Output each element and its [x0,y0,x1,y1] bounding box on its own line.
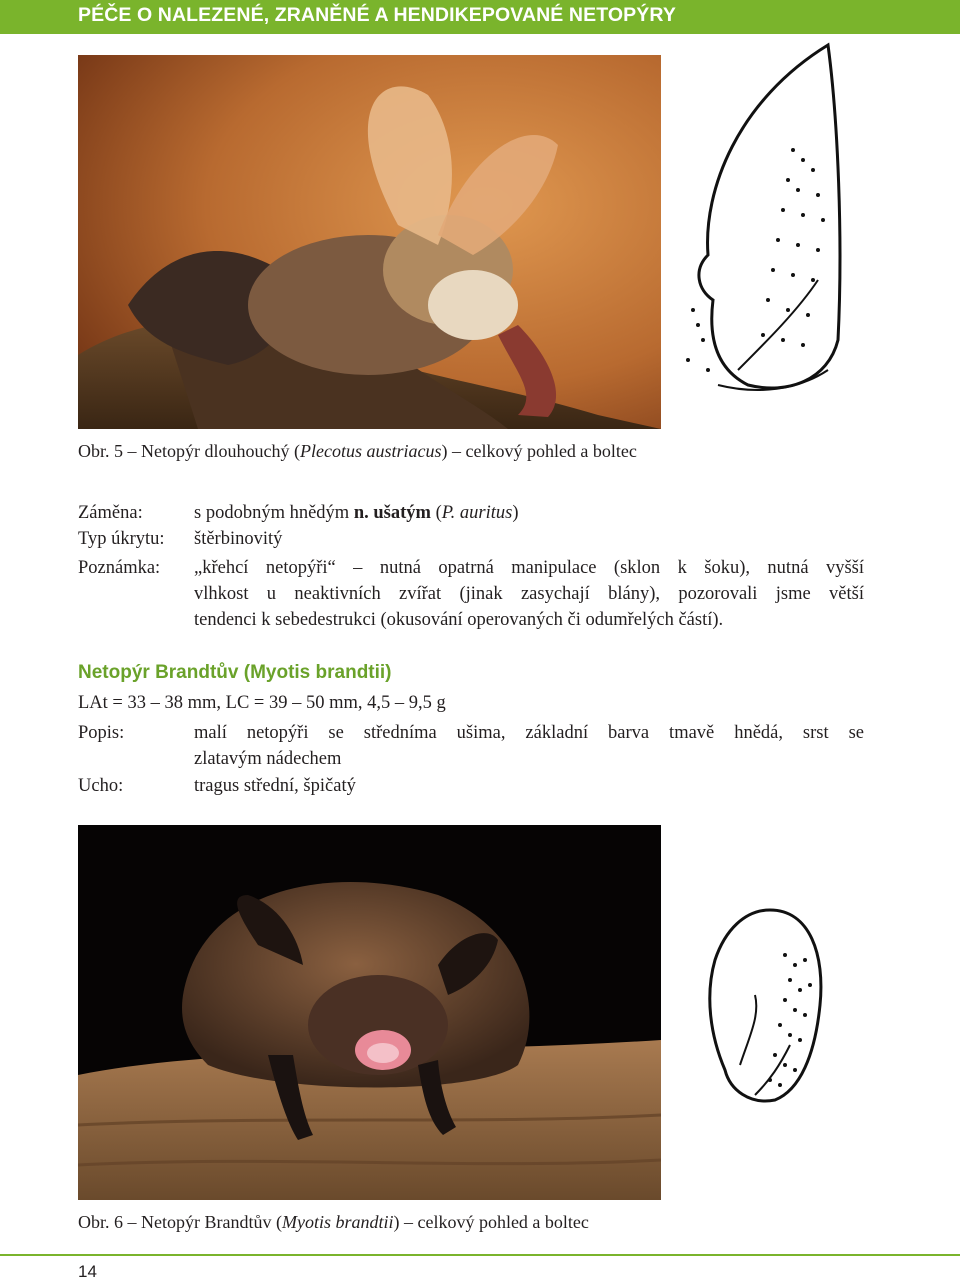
footer-rule [0,1254,960,1256]
ucho-label: Ucho: [78,776,124,796]
page-header-title: PÉČE O NALEZENÉ, ZRANĚNÉ A HENDIKEPOVANÉ NETOPÝRY [78,4,676,26]
popis-text [194,720,864,772]
zamena-text: s podobným hnědým [194,503,354,523]
figure-6-caption-suffix: ) – celkový pohled a boltec [393,1212,589,1232]
poznamka-label: Poznámka: [78,558,161,578]
figure-5-caption-prefix: Obr. 5 – Netopýr dlouhouchý ( [78,441,300,461]
ucho-value: tragus střední, špičatý [194,776,356,796]
zamena-italic: P. auritus [441,503,513,523]
ukryt-value: štěrbinovitý [194,529,283,549]
bat-photo-plecotus [78,55,661,429]
popis-line-2: zlatavým nádechem [194,749,342,769]
poznamka-line-2: vlhkost u neaktivních zvířat (jinak zasychají blány), pozorovali jsme větší [194,584,864,604]
zamena-value [194,500,519,526]
poznamka-text [194,555,864,633]
popis-label: Popis: [78,723,125,743]
ukryt-label: Typ úkrytu: [78,529,165,549]
figure-6-caption-species: Myotis brandtii [281,1212,394,1232]
figure-5-caption-suffix: ) – celkový pohled a boltec [441,441,637,461]
zamena-paren-close: ) [512,503,519,523]
poznamka-line-3: tendenci k sebedestrukci (okusování operovaných či odumřelých částí). [194,610,724,630]
page-number: 14 [78,1262,97,1281]
zamena-label: Záměna: [78,503,143,523]
figure-6-caption [78,1212,589,1233]
figure-5-caption-species: Plecotus austriacus [299,441,442,461]
zamena-paren-open: ( [430,503,442,523]
zamena-bold: n. ušatým [353,503,431,523]
measurements-text: LAt = 33 – 38 mm, LC = 39 – 50 mm, 4,5 – 9,5 g [78,693,446,713]
ear-drawing-myotis [700,905,840,1120]
ear-drawing-plecotus [678,40,848,410]
species-heading: Netopýr Brandtův (Myotis brandtii) [78,662,392,683]
figure-6-caption-prefix: Obr. 6 – Netopýr Brandtův ( [78,1212,282,1232]
poznamka-line-1: „křehcí netopýři“ – nutná opatrná manipulace (sklon k šoku), nutná vyšší [194,558,864,578]
popis-line-1: malí netopýři se středníma ušima, základní barva tmavě hnědá, srst se [194,723,864,743]
page-header-bar [0,0,960,34]
bat-photo-myotis [78,825,661,1200]
figure-5-caption [78,441,637,462]
